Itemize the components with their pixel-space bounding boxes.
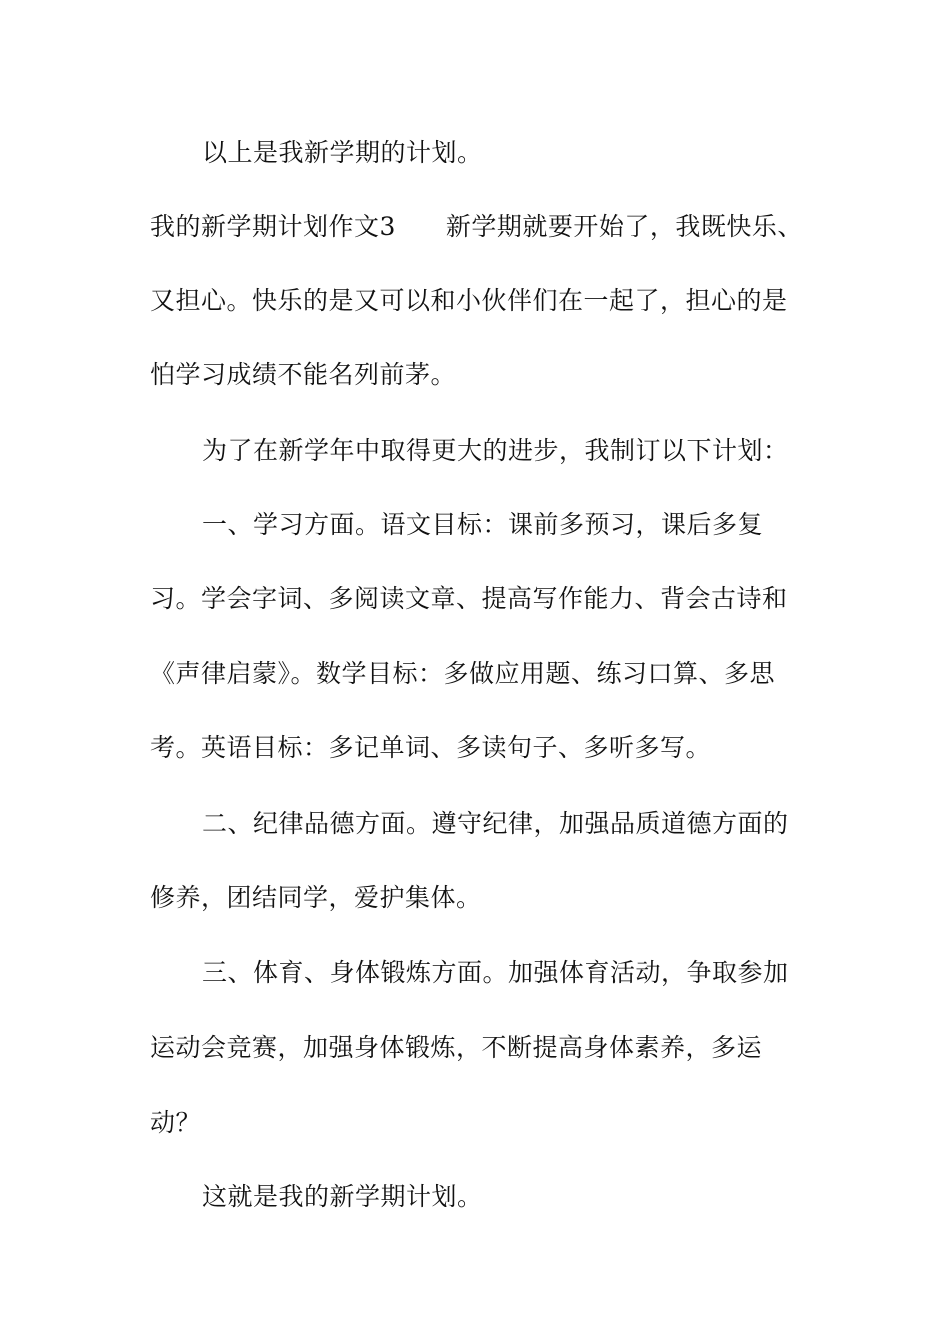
text-line: 三、体育、身体锻炼方面。加强体育活动，争取参加: [202, 958, 789, 987]
text-line: 《声律启蒙》。数学目标：多做应用题、练习口算、多思: [150, 659, 776, 688]
text-line: 修养，团结同学，爱护集体。: [150, 883, 482, 912]
text-line: 一、学习方面。语文目标：课前多预习，课后多复: [202, 510, 764, 539]
text-line: 怕学习成绩不能名列前茅。: [150, 360, 457, 389]
text-line: 为了在新学年中取得更大的进步，我制订以下计划：: [202, 436, 789, 465]
text-line: 二、纪律品德方面。遵守纪律，加强品质道德方面的: [202, 809, 789, 838]
text-line: 考。英语目标：多记单词、多读句子、多听多写。: [150, 733, 712, 762]
text-line: 又担心。快乐的是又可以和小伙伴们在一起了，担心的是: [150, 286, 788, 315]
text-line: 以上是我新学期的计划。: [202, 138, 483, 167]
text-line: 运动会竞赛，加强身体锻炼，不断提高身体素养，多运: [150, 1033, 763, 1062]
text-line: 动？: [150, 1108, 202, 1137]
text-fragment: 新学期就要开始了，我既快乐、: [445, 212, 803, 241]
essay-heading: 我的新学期计划作文3: [150, 212, 396, 241]
text-line-heading: [150, 210, 810, 244]
text-line: 这就是我的新学期计划。: [202, 1182, 483, 1211]
text-line: 习。学会字词、多阅读文章、提高写作能力、背会古诗和: [150, 584, 788, 613]
